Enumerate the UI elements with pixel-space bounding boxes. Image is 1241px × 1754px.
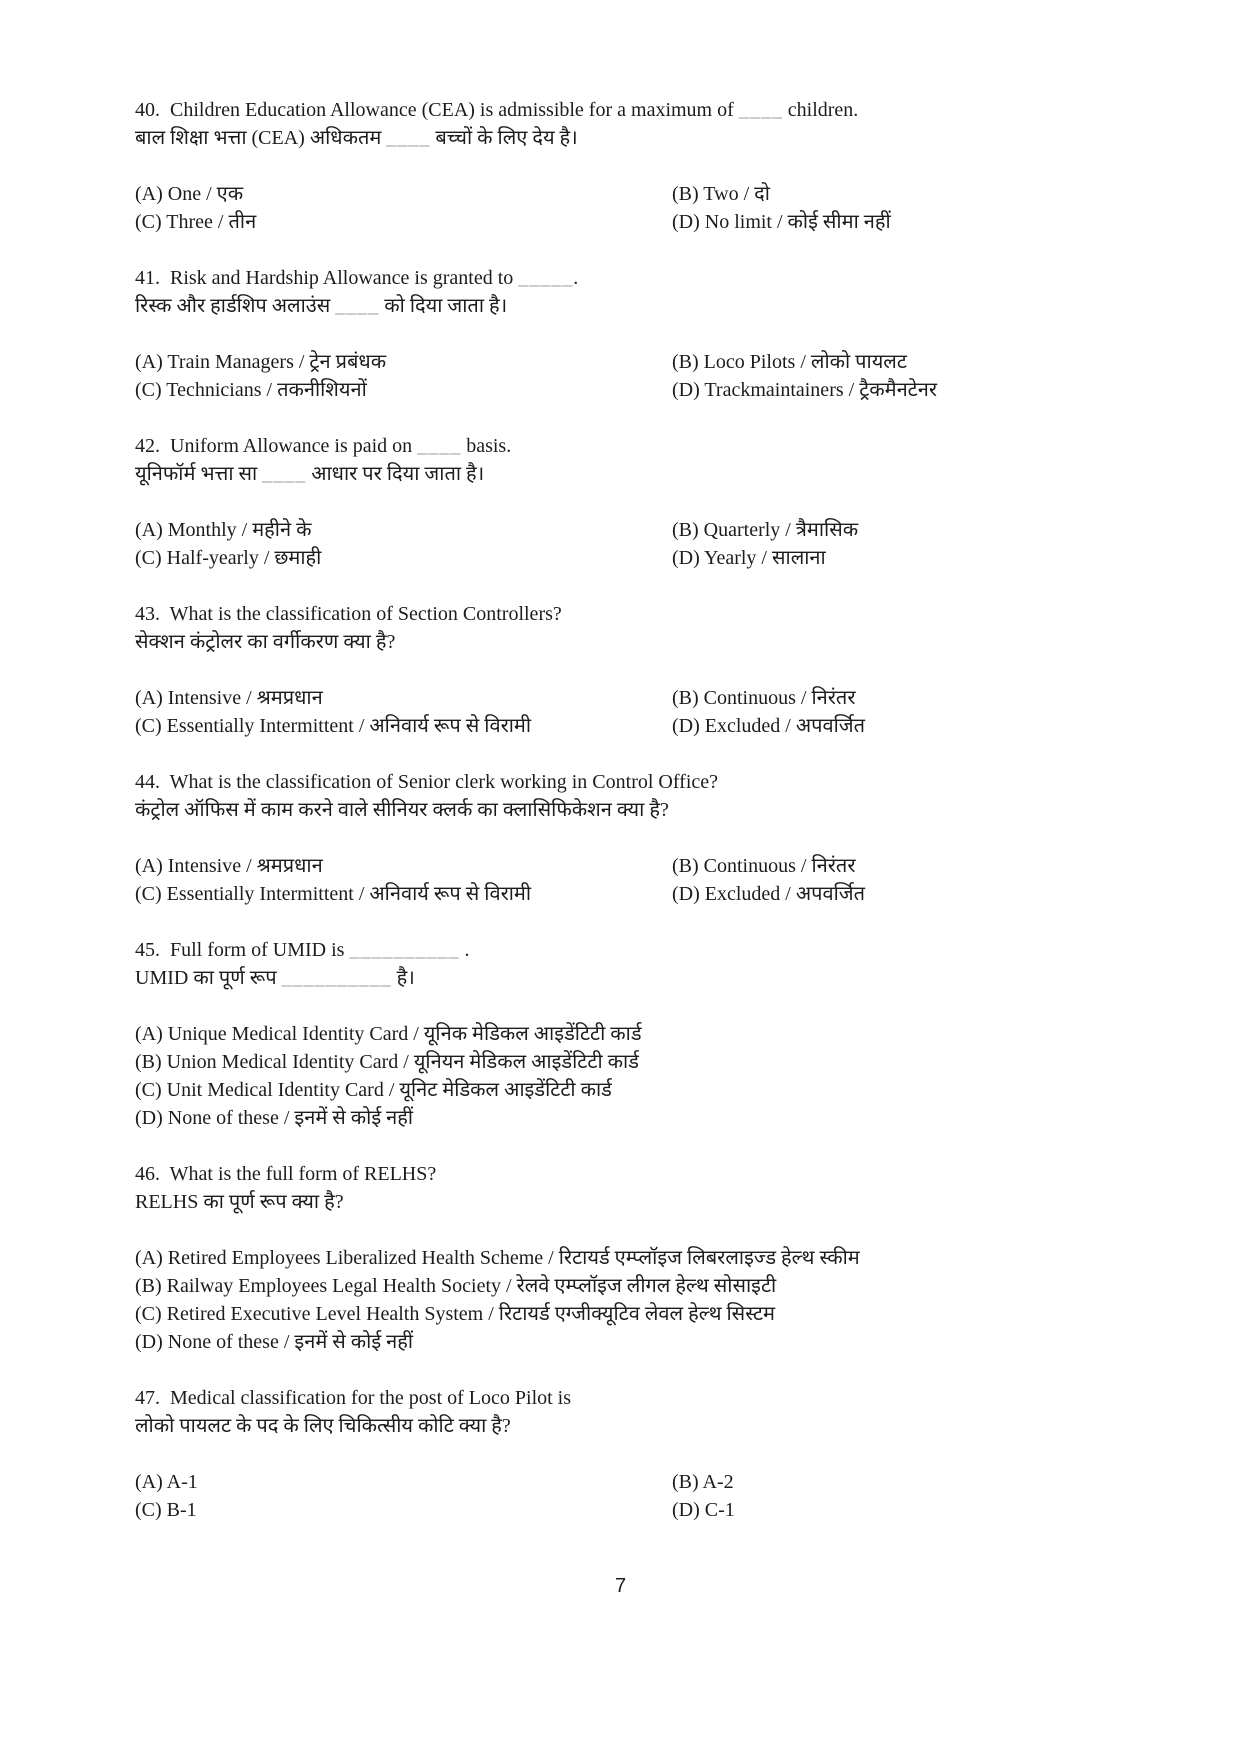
blank-underline: ____ — [386, 127, 431, 149]
option-d: (D) C-1 — [672, 1499, 735, 1521]
question-block — [135, 936, 1176, 1132]
option-a: (A) Retired Employees Liberalized Health Scheme / रिटायर्ड एम्प्लॉइज लिबरलाइज्ड हेल्थ स्कीम — [135, 1247, 860, 1269]
blank-underline: ____ — [738, 99, 783, 121]
blank-underline: __________ — [349, 939, 460, 961]
blank-underline: __________ — [281, 967, 392, 989]
option-c: (C) Essentially Intermittent / अनिवार्य रूप से विरामी — [135, 883, 532, 905]
option-b: (B) Continuous / निरंतर — [672, 687, 856, 709]
question-block — [135, 600, 1176, 740]
option-a: (A) Unique Medical Identity Card / यूनिक मेडिकल आइडेंटिटी कार्ड — [135, 1023, 642, 1045]
option-b: (B) Union Medical Identity Card / यूनियन मेडिकल आइडेंटिटी कार्ड — [135, 1051, 639, 1073]
option-b: (B) Continuous / निरंतर — [672, 855, 856, 877]
question-text-hindi: RELHS का पूर्ण रूप क्या है? — [135, 1191, 344, 1213]
blank-underline: ____ — [417, 435, 462, 457]
option-a: (A) One / एक — [135, 183, 244, 205]
options-group — [135, 684, 1176, 740]
question-block — [135, 264, 1176, 404]
question-text-hindi: कंट्रोल ऑफिस में काम करने वाले सीनियर क्लर्क का क्लासिफिकेशन क्या है? — [135, 799, 669, 821]
question-text-english: 47. Medical classification for the post of Loco Pilot is — [135, 1387, 572, 1409]
option-c: (C) Technicians / तकनीशियनों — [135, 379, 367, 401]
option-b: (B) Railway Employees Legal Health Society / रेलवे एम्प्लॉइज लीगल हेल्थ सोसाइटी — [135, 1275, 777, 1297]
question-block — [135, 432, 1176, 572]
option-d: (D) None of these / इनमें से कोई नहीं — [135, 1107, 414, 1129]
option-a: (A) A-1 — [135, 1471, 198, 1493]
option-d: (D) Excluded / अपवर्जित — [672, 883, 866, 905]
question-block — [135, 96, 1176, 236]
option-d: (D) None of these / इनमें से कोई नहीं — [135, 1331, 414, 1353]
option-d: (D) Yearly / सालाना — [672, 547, 826, 569]
page-number: 7 — [614, 1575, 627, 1597]
question-text-english: 46. What is the full form of RELHS? — [135, 1163, 437, 1185]
option-c: (C) Essentially Intermittent / अनिवार्य रूप से विरामी — [135, 715, 532, 737]
question-block — [135, 1160, 1176, 1356]
blank-underline: _____ — [518, 267, 574, 289]
options-group — [135, 852, 1176, 908]
blank-underline: ____ — [335, 295, 380, 317]
option-c: (C) Unit Medical Identity Card / यूनिट मेडिकल आइडेंटिटी कार्ड — [135, 1079, 612, 1101]
option-b: (B) Two / दो — [672, 183, 770, 205]
question-text — [135, 600, 1176, 656]
option-b: (B) Loco Pilots / लोको पायलट — [672, 351, 907, 373]
question-text — [135, 96, 1176, 152]
options-group — [135, 348, 1176, 404]
options-group — [135, 1244, 1176, 1356]
options-group — [135, 516, 1176, 572]
options-group — [135, 1468, 1176, 1524]
option-a: (A) Train Managers / ट्रेन प्रबंधक — [135, 351, 387, 373]
options-group — [135, 180, 1176, 236]
blank-underline: ____ — [262, 463, 307, 485]
question-text-hindi: बाल शिक्षा भत्ता (CEA) अधिकतम ____ बच्चों के लिए देय है। — [135, 127, 578, 149]
option-c: (C) Three / तीन — [135, 211, 257, 233]
question-text — [135, 936, 1176, 992]
question-text-english: 41. Risk and Hardship Allowance is granted to _____. — [135, 267, 579, 289]
question-block — [135, 768, 1176, 908]
question-text-hindi: यूनिफॉर्म भत्ता सा ____ आधार पर दिया जाता है। — [135, 463, 485, 485]
question-text — [135, 264, 1176, 320]
question-text-english: 40. Children Education Allowance (CEA) is admissible for a maximum of ____ children. — [135, 99, 859, 121]
question-text-english: 44. What is the classification of Senior clerk working in Control Office? — [135, 771, 719, 793]
question-text — [135, 432, 1176, 488]
option-d: (D) No limit / कोई सीमा नहीं — [672, 211, 891, 233]
question-block — [135, 1384, 1176, 1524]
option-d: (D) Excluded / अपवर्जित — [672, 715, 866, 737]
question-text-english: 43. What is the classification of Section Controllers? — [135, 603, 562, 625]
question-text-hindi: सेक्शन कंट्रोलर का वर्गीकरण क्या है? — [135, 631, 396, 653]
question-text-english: 45. Full form of UMID is __________ . — [135, 939, 470, 961]
question-text-hindi: UMID का पूर्ण रूप __________ है। — [135, 967, 415, 989]
option-c: (C) B-1 — [135, 1499, 197, 1521]
question-text — [135, 1160, 1176, 1216]
question-text-hindi: लोको पायलट के पद के लिए चिकित्सीय कोटि क्या है? — [135, 1415, 511, 1437]
option-c: (C) Half-yearly / छमाही — [135, 547, 322, 569]
question-text-hindi: रिस्क और हार्डशिप अलाउंस ____ को दिया जाता है। — [135, 295, 508, 317]
option-a: (A) Monthly / महीने के — [135, 519, 312, 541]
option-c: (C) Retired Executive Level Health System / रिटायर्ड एग्जीक्यूटिव लेवल हेल्थ सिस्टम — [135, 1303, 776, 1325]
option-a: (A) Intensive / श्रमप्रधान — [135, 687, 323, 709]
questions-list — [135, 96, 1176, 1552]
question-text — [135, 768, 1176, 824]
question-text-english: 42. Uniform Allowance is paid on ____ basis. — [135, 435, 512, 457]
options-group — [135, 1020, 1176, 1132]
question-text — [135, 1384, 1176, 1440]
option-d: (D) Trackmaintainers / ट्रैकमैनटेनर — [672, 379, 938, 401]
option-a: (A) Intensive / श्रमप्रधान — [135, 855, 323, 877]
option-b: (B) Quarterly / त्रैमासिक — [672, 519, 859, 541]
option-b: (B) A-2 — [672, 1471, 734, 1493]
